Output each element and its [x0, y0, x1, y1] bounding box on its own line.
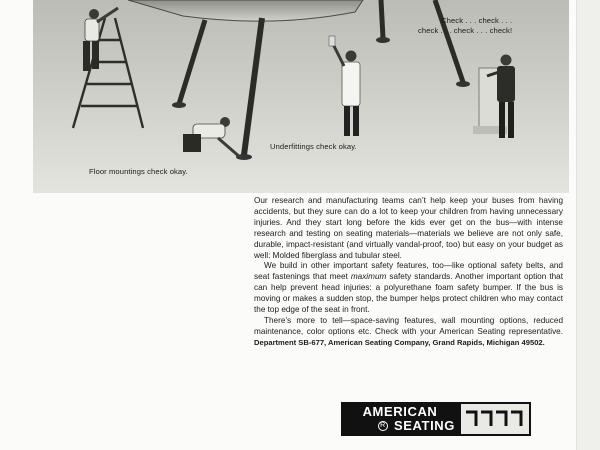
logo-line-seating-row	[341, 419, 459, 433]
caption-check-line-2: check . . . check . . . check!	[418, 26, 513, 35]
american-seating-logo	[341, 402, 531, 436]
seat-rows-logo-icon	[459, 402, 531, 436]
paragraph-more-info-text: There’s more to tell—space-saving features, wall mounting options, reduced maintenance, color options etc. Check with your American Seating representative.	[254, 315, 563, 336]
logo-line-seating: SEATING	[393, 418, 455, 433]
page-edge-strip	[576, 0, 600, 450]
department-address: Department SB-677, American Seating Company, Grand Rapids, Michigan 49502.	[254, 337, 545, 347]
paragraph-safety-text-b: safety standards. Another important option that can help prevent head injuries: a polyurethane foam safety bumper. If the bus is moving or makes a sudden stop, the bumper helps protect children who may contact the top edge of the seat in front.	[254, 272, 563, 315]
paragraph-safety-features	[254, 261, 563, 316]
emphasis-maximum: maximum	[350, 272, 387, 282]
logo-line-american: AMERICAN	[362, 404, 438, 419]
caption-check-line-1: Check . . . check . . .	[441, 16, 513, 25]
caption-floor-mountings: Floor mountings check okay.	[89, 167, 188, 176]
logo-wordmark	[341, 402, 459, 436]
body-copy	[254, 196, 563, 349]
paragraph-safety-text-a: We build in other important safety features, too—like optional safety belts, and seat fastenings that meet	[254, 261, 563, 282]
paragraph-more-info	[254, 316, 563, 349]
paragraph-research: Our research and manufacturing teams can’t help keep your buses from having accidents, but they sure can do a lot to keep your children from having unnecessary injuries. And they start long before the kids ever get on the bus—with intense research and testing on seating materials—materials we believe are not only safe, durable, impact-resistant (and virtually vandal-proof, too) but easy on your budget as well: Molded fiberglass and tubular steel.	[254, 196, 563, 260]
registered-mark: R	[378, 421, 388, 431]
caption-underfittings: Underfittings check okay.	[270, 142, 357, 151]
caption-check	[418, 16, 512, 36]
